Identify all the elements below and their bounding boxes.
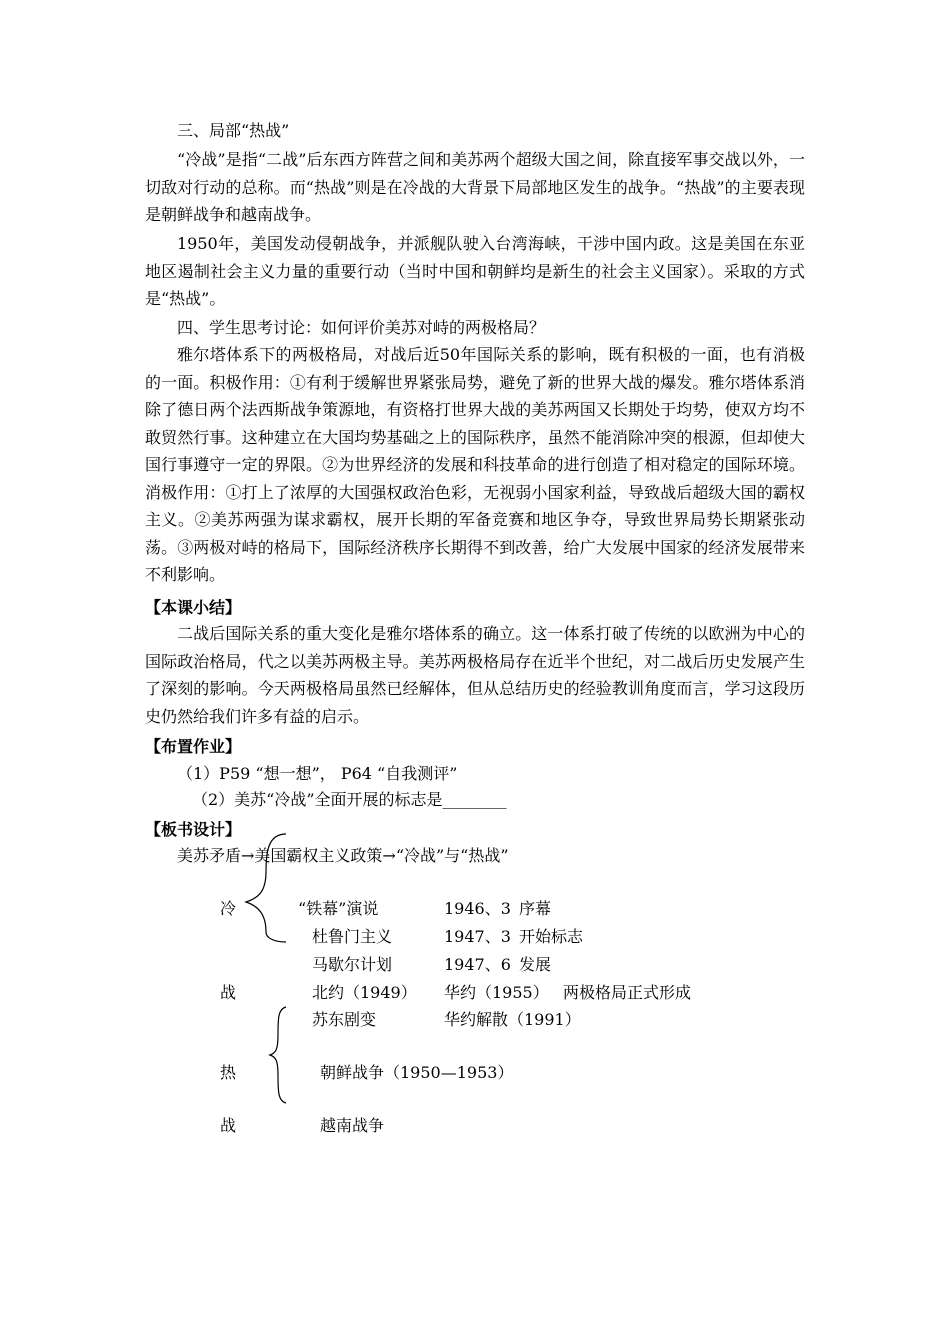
board-row-event: 杜鲁门主义 (312, 927, 393, 946)
board-row-note: 发展 (519, 955, 552, 974)
hot-war-korea: 朝鲜战争（1950—1953） (320, 1063, 514, 1082)
homework-heading: 【布置作业】 (145, 737, 242, 756)
board-heading: 【板书设计】 (145, 820, 242, 839)
board-row-date: 1947、6 (444, 955, 511, 974)
board-row-event: 马歇尔计划 (312, 955, 393, 974)
section3-paragraph-1: “冷战”是指“二战”后东西方阵营之间和美苏两个超级大国之间，除直接军事交战以外，一切敌对行动的总称。而“热战”则是在冷战的大背景下局部地区发生的战争。“热战”的主要表现是朝鲜战争和越南战争。 (145, 150, 805, 224)
board-row-date: 华约解散（1991） (444, 1010, 581, 1029)
board-flow: 美苏矛盾→美国霸权主义政策→“冷战”与“热战” (177, 846, 509, 865)
label-zhan-2: 战 (220, 1116, 237, 1135)
board-row-date: 1947、3 (444, 927, 511, 946)
section3-paragraph-2: 1950年，美国发动侵朝战争，并派舰队驶入台湾海峡，干涉中国内政。这是美国在东亚地区遏制社会主义力量的重要行动（当时中国和朝鲜均是新生的社会主义国家）。采取的方式是“热战”。 (145, 234, 805, 308)
summary-paragraph: 二战后国际关系的重大变化是雅尔塔体系的确立。这一体系打破了传统的以欧洲为中心的国际政治格局，代之以美苏两极主导。美苏两极格局存在近半个世纪，对二战后历史发展产生了深刻的影响。今天两极格局虽然已经解体，但从总结历史的经验教训角度而言，学习这段历史仍然给我们许多有益的启示。 (145, 624, 805, 726)
homework-item-2: （2）美苏“冷战”全面开展的标志是________ (192, 790, 507, 809)
label-re: 热 (220, 1063, 237, 1082)
hot-war-vietnam: 越南战争 (320, 1116, 385, 1135)
homework-item-1: （1）P59 “想一想”， P64 “自我测评” (177, 764, 458, 783)
board-row-date: 1946、3 (444, 899, 511, 918)
board-row-event: 北约（1949） (312, 983, 417, 1002)
board-row-note: 两极格局正式形成 (563, 983, 692, 1002)
board-row-note: 开始标志 (519, 927, 584, 946)
board-row-event: 苏东剧变 (312, 1010, 377, 1029)
label-leng: 冷 (220, 899, 237, 918)
board-row-event: “铁幕”演说 (298, 899, 379, 918)
label-zhan-1: 战 (220, 983, 237, 1002)
summary-heading: 【本课小结】 (145, 598, 242, 617)
section4-heading: 四、学生思考讨论：如何评价美苏对峙的两极格局？ (177, 318, 546, 337)
cold-war-brace (240, 832, 290, 944)
section4-paragraph: 雅尔塔体系下的两极格局，对战后近50年国际关系的影响，既有积极的一面，也有消极的一面。积极作用：①有利于缓解世界紧张局势，避免了新的世界大战的爆发。雅尔塔体系消除了德日两个法西斯战争策源地，有资格打世界大战的美苏两国又长期处于均势，使双方均不敢贸然行事。这种建立在大国均势基础之上的国际秩序，虽然不能消除冲突的根源，但却使大国行事遵守一定的界限。②为世界经济的发展和科技革命的进行创造了相对稳定的国际环境。消极作用：①打上了浓厚的大国强权政治色彩，无视弱小国家利益，导致战后超级大国的霸权主义。②美苏两强为谋求霸权，展开长期的军备竞赛和地区争夺，导致世界局势长期紧张动荡。③两极对峙的格局下，国际经济秩序长期得不到改善，给广大发展中国家的经济发展带来不利影响。 (145, 345, 805, 584)
hot-war-brace (266, 1005, 290, 1105)
board-row-note: 序幕 (519, 899, 552, 918)
section3-heading: 三、局部“热战” (177, 121, 290, 140)
board-row-date: 华约（1955） (444, 983, 549, 1002)
